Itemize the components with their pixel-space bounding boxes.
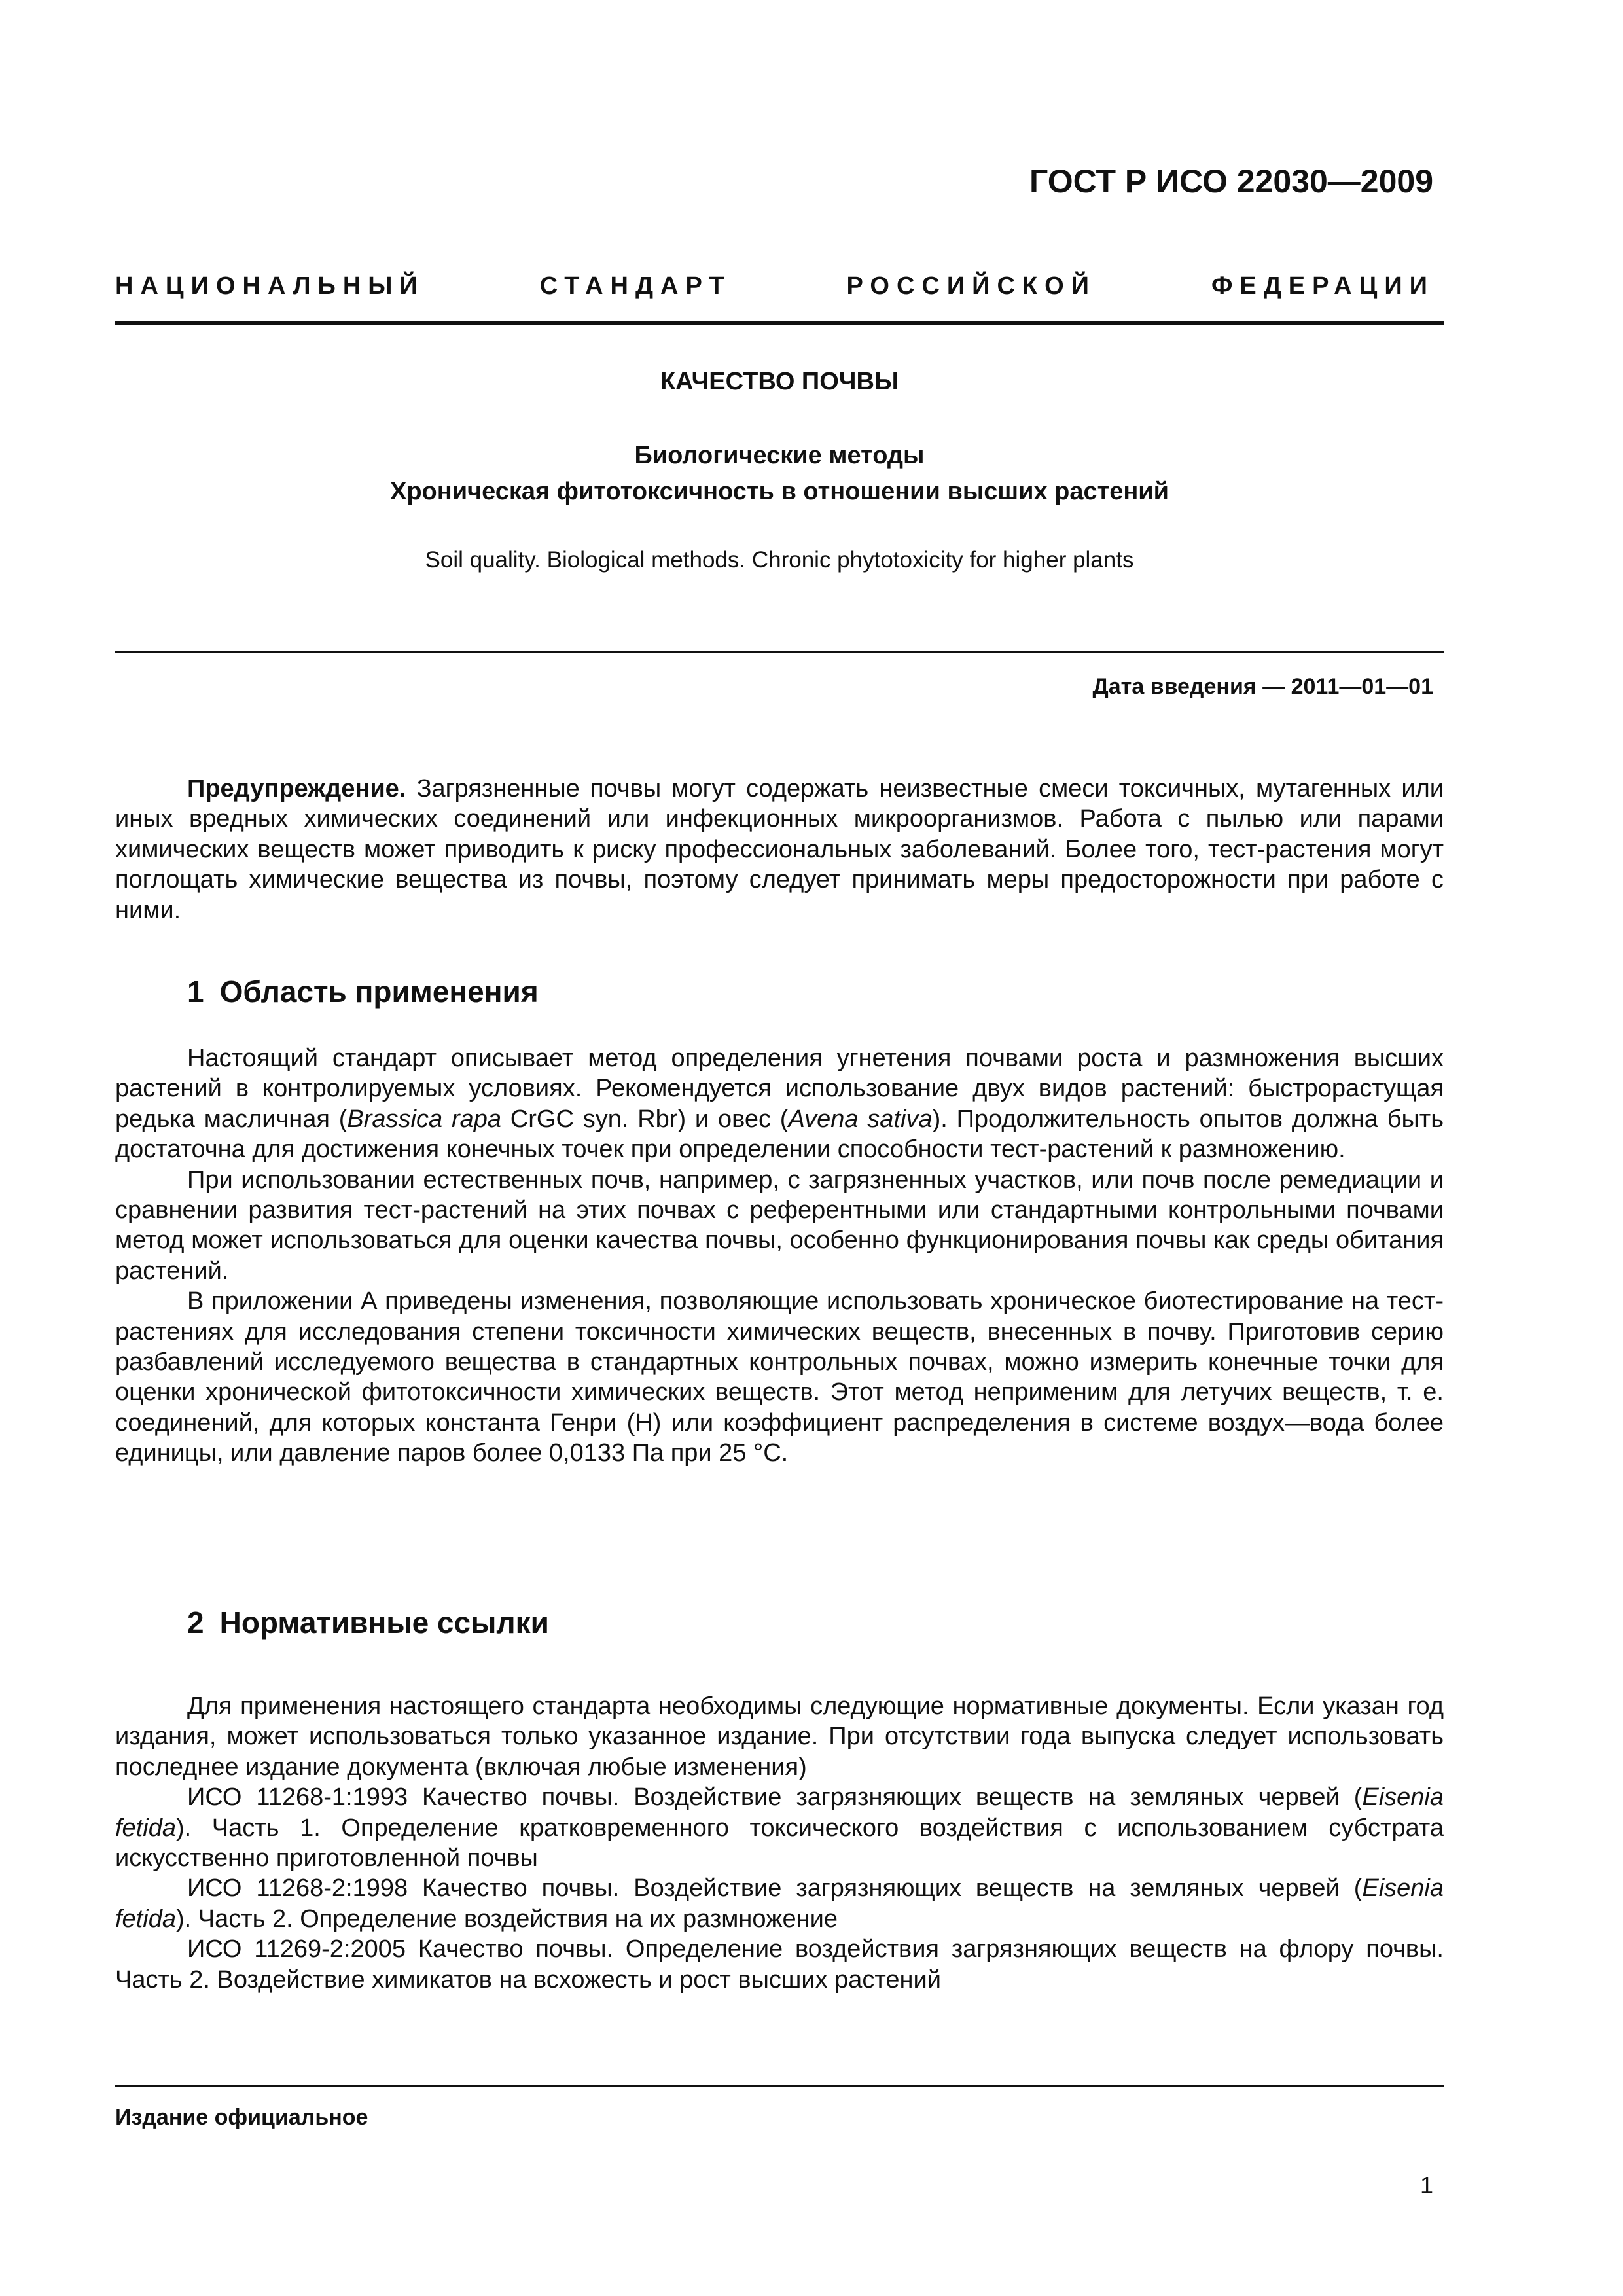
reference-item: ИСО 11269-2:2005 Качество почвы. Определение воздействия загрязняющих веществ на флору почвы. Часть 2. Воздействие химикатов на всхожесть и рост высших растений xyxy=(115,1935,1444,1994)
species-name: Eisenia fetida xyxy=(115,1784,1444,1842)
section-heading xyxy=(187,974,539,1009)
paragraph xyxy=(115,1043,1444,1165)
document-subtitle: Биологические методы xyxy=(634,442,925,469)
species-name: Eisenia fetida xyxy=(115,1874,1444,1933)
species-name: Avena sativa xyxy=(788,1105,933,1133)
section-2-body xyxy=(115,1691,1444,1995)
warning-paragraph xyxy=(115,774,1444,925)
text-run: ). Часть 1. Определение кратковременного токсического воздействия с использованием субстрата искусственно приготовленной почвы xyxy=(115,1814,1444,1873)
reference-item xyxy=(115,1873,1444,1934)
national-word: РОССИЙСКОЙ xyxy=(846,272,1096,300)
section-1-body xyxy=(115,1043,1444,1469)
document-subtitle: Хроническая фитотоксичность в отношении высших растений xyxy=(389,478,1169,505)
national-word: СТАНДАРТ xyxy=(539,272,732,300)
warning-block xyxy=(115,774,1444,925)
section-title: Область применения xyxy=(219,975,539,1009)
text-run: Настоящий стандарт описывает метод определения угнетения почвами роста и размножения высших растений в контролируемых условиях. Рекомендуется использование двух видов растений: быстрорастущая редька масличная ( xyxy=(115,1045,1444,1133)
paragraph: В приложении А приведены изменения, позволяющие использовать хроническое биотестирование на тест-растениях для исследования степени токсичности химических веществ, внесенных в почву. Приготовив серию разбавлений исследуемого вещества в стандартных контрольных почвах, можно измерить конечные точки для оценки хронической фитотоксичности химических веществ. Этот метод неприменим для летучих веществ, т. е. соединений, для которых константа Генри (H) или коэффициент распределения в системе воздух—вода более единицы, или давление паров более 0,0133 Па при 25 °С. xyxy=(115,1287,1444,1467)
national-word: ФЕДЕРАЦИИ xyxy=(1211,272,1435,300)
species-name: Brassica rapa xyxy=(347,1105,501,1133)
national-standard-heading xyxy=(115,267,1435,305)
introduction-date: Дата введения — 2011—01—01 xyxy=(1092,674,1433,699)
section-number: 2 xyxy=(187,1605,204,1640)
title-divider xyxy=(115,651,1444,653)
section-number: 1 xyxy=(187,975,204,1009)
text-run: ИСО 11268-2:1998 Качество почвы. Воздействие загрязняющих веществ на земляных червей ( xyxy=(187,1874,1363,1903)
text-run: ИСО 11268-1:1993 Качество почвы. Воздействие загрязняющих веществ на земляных червей ( xyxy=(187,1784,1363,1812)
text-run: ). Продолжительность опытов должна быть достаточна для достижения конечных точек при определении способности тест-растений к размножению. xyxy=(115,1105,1444,1164)
page-number: 1 xyxy=(1419,2172,1433,2198)
header-divider xyxy=(115,321,1444,325)
reference-item xyxy=(115,1782,1444,1873)
section-heading xyxy=(187,1605,549,1640)
paragraph: Для применения настоящего стандарта необходимы следующие нормативные документы. Если указан год издания, может использоваться только указанное издание. При отсутствии года выпуска следует использовать последнее издание документа (включая любые изменения) xyxy=(115,1693,1444,1781)
paragraph: При использовании естественных почв, например, с загрязненных участков, или почв после ремедиации и сравнении развития тест-растений на этих почвах с референтными или стандартными контрольными почвами метод может использоваться для оценки качества почвы, особенно функционирования почвы как среды обитания растений. xyxy=(115,1166,1444,1285)
warning-text: Загрязненные почвы могут содержать неизвестные смеси токсичных, мутагенных или иных вредных химических соединений или инфекционных микроорганизмов. Работа с пылью или парами химических веществ может приводить к риску профессиональных заболеваний. Более того, тест-растения могут поглощать химические вещества из почвы, поэтому следует принимать меры предосторожности при работе с ними. xyxy=(115,775,1444,924)
standard-code: ГОСТ Р ИСО 22030—2009 xyxy=(1029,163,1433,200)
national-word: НАЦИОНАЛЬНЫЙ xyxy=(115,272,425,300)
warning-label: Предупреждение. xyxy=(187,775,406,802)
text-run: ). Часть 2. Определение воздействия на их размножение xyxy=(175,1905,838,1933)
text-run: CrGC syn. Rbr) и овес ( xyxy=(501,1105,789,1133)
document-title: КАЧЕСТВО ПОЧВЫ xyxy=(660,368,899,395)
english-title: Soil quality. Biological methods. Chronic phytotoxicity for higher plants xyxy=(425,547,1134,573)
section-title: Нормативные ссылки xyxy=(219,1605,549,1640)
footer-divider xyxy=(115,2085,1444,2087)
edition-label: Издание официальное xyxy=(115,2105,368,2130)
